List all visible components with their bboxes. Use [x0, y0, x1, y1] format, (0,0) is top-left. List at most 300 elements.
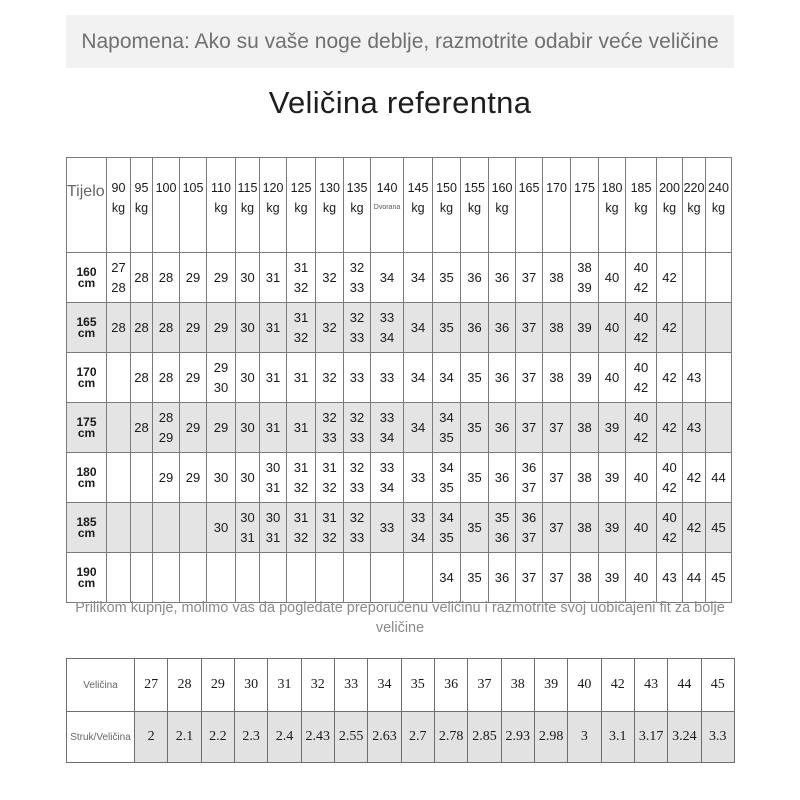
size-value: 40: [662, 459, 677, 475]
size-cell: [316, 503, 344, 553]
waist-value-cell: 2.93: [501, 712, 534, 763]
size-value: 35: [467, 569, 482, 585]
waist-value-cell: 3.24: [668, 712, 701, 763]
size-cell: [433, 453, 461, 503]
size-cell: [316, 403, 344, 453]
size-value: 33: [322, 429, 337, 445]
size-cell: [489, 553, 516, 603]
size-cell: [543, 503, 571, 553]
size-value: 39: [604, 469, 620, 485]
height-row-175: [67, 403, 732, 453]
size-cell: [371, 253, 404, 303]
size-value: 44: [711, 469, 726, 485]
size-cell: [180, 553, 207, 603]
height-value: 165: [76, 314, 97, 329]
size-cell: [599, 303, 626, 353]
size-value: 35: [494, 509, 510, 525]
weight-unit: kg: [240, 201, 255, 215]
size-value: 28: [134, 369, 149, 385]
size-cell: [180, 253, 207, 303]
size-value: 36: [521, 509, 537, 525]
size-cell: [316, 453, 344, 503]
size-value: 33: [410, 509, 426, 525]
height-unit: cm: [77, 575, 96, 590]
size-value: 42: [633, 429, 649, 445]
size-value: 36: [494, 269, 510, 285]
height-label: [67, 553, 107, 603]
waist-value-cell: 2.78: [434, 712, 467, 763]
size-cell: [180, 503, 207, 553]
size-cell: [107, 553, 131, 603]
height-row-190: [67, 553, 732, 603]
size-value: 33: [349, 369, 365, 385]
fit-tip-text: Prilikom kupnje, molimo vas da pogledate preporučenu veličinu i razmotrite svoj uobičajeni fit za bolje veličine: [75, 600, 725, 636]
size-value: 35: [467, 469, 482, 485]
height-value: 185: [76, 514, 97, 529]
size-value: 35: [439, 529, 454, 545]
size-cell: [489, 253, 516, 303]
size-value: 28: [158, 409, 174, 425]
height-unit: cm: [77, 325, 96, 340]
size-value: 32: [349, 409, 365, 425]
weight-header-220: [683, 158, 706, 253]
size-value: 36: [521, 459, 537, 475]
size-value: 32: [293, 329, 309, 345]
size-value: 31: [265, 419, 281, 435]
size-number-cell: 29: [201, 659, 234, 712]
size-cell: [461, 253, 489, 303]
waist-value-cell: 2.4: [268, 712, 301, 763]
weight-value: 155: [464, 181, 485, 195]
size-cell: [316, 253, 344, 303]
height-unit: cm: [77, 375, 96, 390]
size-value: 36: [494, 419, 510, 435]
weight-unit: kg: [662, 201, 677, 215]
size-value: 36: [494, 319, 510, 335]
size-cell: [683, 453, 706, 503]
size-value: 30: [213, 379, 229, 395]
size-cell: [207, 453, 236, 503]
size-number-cell: 35: [401, 659, 434, 712]
size-value: 29: [185, 369, 201, 385]
size-value: 40: [633, 309, 649, 325]
size-cell: [626, 403, 657, 453]
size-value: 40: [633, 409, 649, 425]
size-value: 29: [185, 319, 201, 335]
size-cell: [543, 453, 571, 503]
weight-header-175: [571, 158, 599, 253]
size-cell: [371, 453, 404, 503]
size-cell: [236, 453, 260, 503]
height-value: 160: [76, 264, 97, 279]
size-cell: [207, 503, 236, 553]
weight-value: 220: [683, 181, 705, 195]
size-cell: [571, 303, 599, 353]
size-value: 42: [633, 379, 649, 395]
size-cell: [657, 403, 683, 453]
size-cell: [571, 353, 599, 403]
size-value: 40: [604, 369, 620, 385]
weight-header-240: [706, 158, 732, 253]
waist-value-cell: 3: [568, 712, 601, 763]
size-value: 30: [265, 509, 281, 525]
height-row-160: [67, 253, 732, 303]
size-value: 32: [349, 509, 365, 525]
size-value: 39: [577, 369, 592, 385]
size-cell: [344, 303, 371, 353]
height-label: [67, 353, 107, 403]
weight-value: 125: [290, 181, 312, 195]
size-cell: [626, 253, 657, 303]
size-value: 36: [467, 269, 482, 285]
size-cell: [131, 303, 153, 353]
size-value: 37: [549, 419, 564, 435]
weight-value: 160: [491, 181, 513, 195]
weight-value: 95: [134, 181, 149, 195]
size-cell: [131, 553, 153, 603]
size-number-cell: 42: [601, 659, 634, 712]
size-cell: [287, 253, 316, 303]
size-value: 38: [577, 569, 592, 585]
size-cell: [683, 503, 706, 553]
size-value: 33: [349, 529, 365, 545]
size-cell: [107, 253, 131, 303]
size-cell: [107, 453, 131, 503]
size-cell: [153, 453, 180, 503]
size-value: 42: [662, 319, 677, 335]
weight-header-185: [626, 158, 657, 253]
weight-header-180: [599, 158, 626, 253]
size-cell: [404, 553, 433, 603]
size-value: 29: [213, 419, 229, 435]
weight-header-170: [543, 158, 571, 253]
size-value: 42: [633, 329, 649, 345]
size-value: 31: [265, 479, 281, 495]
waist-value-cell: 2.1: [168, 712, 201, 763]
size-cell: [344, 503, 371, 553]
size-cell: [683, 303, 706, 353]
size-cell: [260, 553, 287, 603]
size-row-label: Veličina: [67, 659, 135, 712]
size-value: 30: [240, 469, 255, 485]
size-cell: [599, 403, 626, 453]
size-cell: [683, 353, 706, 403]
size-cell: [599, 553, 626, 603]
weight-unit: kg: [605, 201, 619, 215]
size-row: [67, 659, 735, 712]
size-value: 45: [711, 519, 726, 535]
size-value: 34: [410, 369, 426, 385]
height-row-185: [67, 503, 732, 553]
weight-value: 100: [155, 181, 177, 195]
waist-value-cell: 3.1: [601, 712, 634, 763]
weight-unit: Dvorana: [373, 204, 401, 211]
weight-header-125: [287, 158, 316, 253]
size-value: 33: [349, 479, 365, 495]
size-value: 37: [521, 369, 537, 385]
size-cell: [153, 253, 180, 303]
size-cell: [516, 553, 543, 603]
size-value: 34: [379, 429, 395, 445]
waist-value-cell: 2.2: [201, 712, 234, 763]
size-value: 30: [213, 519, 229, 535]
size-cell: [287, 553, 316, 603]
size-value: 31: [240, 529, 255, 545]
weight-header-130: [316, 158, 344, 253]
size-value: 36: [494, 369, 510, 385]
height-label: [67, 303, 107, 353]
size-cell: [599, 453, 626, 503]
size-cell: [107, 353, 131, 403]
size-value: 42: [662, 419, 677, 435]
size-value: 33: [379, 459, 395, 475]
weight-unit: kg: [687, 201, 701, 215]
size-cell: [153, 553, 180, 603]
weight-unit: kg: [467, 201, 482, 215]
size-cell: [543, 553, 571, 603]
waist-value-cell: 2.3: [234, 712, 267, 763]
size-cell: [433, 553, 461, 603]
size-cell: [260, 303, 287, 353]
size-value: 29: [185, 469, 201, 485]
size-cell: [107, 303, 131, 353]
size-cell: [626, 453, 657, 503]
size-number-cell: 45: [701, 659, 734, 712]
size-number-cell: 33: [334, 659, 367, 712]
size-cell: [404, 453, 433, 503]
size-number-cell: 28: [168, 659, 201, 712]
size-value: 30: [240, 369, 255, 385]
weight-unit: kg: [439, 201, 454, 215]
size-value: 43: [686, 369, 702, 385]
waist-size-table: [66, 658, 735, 763]
size-value: 40: [604, 269, 620, 285]
size-value: 35: [439, 269, 454, 285]
size-cell: [516, 353, 543, 403]
size-value: 38: [577, 259, 592, 275]
size-cell: [260, 453, 287, 503]
size-cell: [207, 353, 236, 403]
size-value: 36: [494, 569, 510, 585]
size-cell: [131, 353, 153, 403]
weight-header-100: [153, 158, 180, 253]
size-number-cell: 44: [668, 659, 701, 712]
size-cell: [236, 553, 260, 603]
size-cell: [180, 453, 207, 503]
size-value: 37: [549, 519, 564, 535]
size-cell: [344, 253, 371, 303]
size-cell: [131, 503, 153, 553]
size-cell: [657, 303, 683, 353]
size-value: 31: [265, 369, 281, 385]
weight-header-140: [371, 158, 404, 253]
size-value: 42: [686, 519, 702, 535]
size-value: 37: [549, 469, 564, 485]
size-value: 32: [293, 479, 309, 495]
height-value: 180: [76, 464, 97, 479]
size-cell: [683, 553, 706, 603]
size-cell: [571, 503, 599, 553]
height-value: 170: [76, 364, 97, 379]
size-value: 32: [349, 309, 365, 325]
size-cell: [599, 353, 626, 403]
size-cell: [371, 553, 404, 603]
size-value: 39: [604, 419, 620, 435]
size-cell: [461, 503, 489, 553]
size-value: 29: [213, 269, 229, 285]
size-value: 40: [633, 519, 649, 535]
size-cell: [516, 303, 543, 353]
size-cell: [461, 353, 489, 403]
size-cell: [344, 353, 371, 403]
height-label: [67, 453, 107, 503]
size-value: 42: [686, 469, 702, 485]
size-value: 31: [322, 509, 337, 525]
size-value: 34: [439, 569, 454, 585]
size-cell: [516, 253, 543, 303]
size-value: 31: [265, 269, 281, 285]
size-cell: [706, 353, 732, 403]
size-value: 33: [379, 369, 395, 385]
size-value: 37: [521, 319, 537, 335]
weight-header-row: [67, 158, 732, 253]
weight-value: 170: [546, 181, 567, 195]
size-value: 34: [439, 509, 454, 525]
size-value: 42: [662, 529, 677, 545]
size-value: 29: [185, 419, 201, 435]
weight-value: 200: [659, 181, 680, 195]
size-cell: [571, 453, 599, 503]
size-value: 32: [322, 529, 337, 545]
weight-unit: kg: [294, 201, 308, 215]
size-value: 38: [577, 469, 592, 485]
size-cell: [489, 303, 516, 353]
size-value: 39: [577, 279, 592, 295]
size-value: 32: [322, 409, 337, 425]
size-cell: [287, 503, 316, 553]
size-cell: [236, 253, 260, 303]
size-cell: [543, 303, 571, 353]
size-value: 40: [633, 569, 649, 585]
size-value: 30: [265, 459, 281, 475]
size-value: 29: [185, 269, 201, 285]
size-value: 33: [349, 279, 365, 295]
size-cell: [657, 253, 683, 303]
size-cell: [433, 253, 461, 303]
size-value: 29: [213, 359, 229, 375]
size-value: 33: [410, 469, 426, 485]
size-value: 35: [467, 419, 482, 435]
size-cell: [316, 553, 344, 603]
size-cell: [543, 253, 571, 303]
weight-value: 240: [708, 181, 729, 195]
size-cell: [287, 453, 316, 503]
size-cell: [571, 403, 599, 453]
size-value: 31: [293, 259, 309, 275]
size-cell: [107, 503, 131, 553]
size-value: 27: [111, 259, 126, 275]
size-cell: [153, 403, 180, 453]
size-value: 31: [265, 319, 281, 335]
size-value: 30: [213, 469, 229, 485]
size-value: 38: [577, 419, 592, 435]
size-value: 32: [293, 279, 309, 295]
size-cell: [683, 403, 706, 453]
size-value: 32: [322, 269, 337, 285]
waist-value-cell: 2.55: [334, 712, 367, 763]
weight-value: 185: [630, 181, 652, 195]
weight-value: 180: [601, 181, 623, 195]
size-value: 33: [379, 309, 395, 325]
size-value: 30: [240, 509, 255, 525]
size-cell: [180, 403, 207, 453]
waist-value-cell: 2: [135, 712, 168, 763]
size-cell: [571, 253, 599, 303]
size-cell: [316, 353, 344, 403]
size-cell: [260, 253, 287, 303]
size-cell: [180, 353, 207, 403]
height-value: 175: [76, 414, 97, 429]
weight-value: 135: [346, 181, 368, 195]
size-value: 39: [604, 569, 620, 585]
size-value: 33: [379, 519, 395, 535]
size-cell: [131, 253, 153, 303]
size-value: 35: [439, 319, 454, 335]
size-cell: [657, 453, 683, 503]
size-value: 28: [158, 319, 174, 335]
size-value: 44: [686, 569, 702, 585]
weight-value: 145: [407, 181, 429, 195]
size-value: 29: [158, 429, 174, 445]
size-cell: [516, 453, 543, 503]
size-cell: [657, 503, 683, 553]
size-cell: [180, 303, 207, 353]
size-cell: [626, 503, 657, 553]
size-value: 37: [549, 569, 564, 585]
size-value: 42: [633, 279, 649, 295]
weight-value: 115: [237, 181, 258, 195]
size-cell: [626, 303, 657, 353]
size-cell: [404, 253, 433, 303]
size-cell: [433, 503, 461, 553]
size-cell: [657, 553, 683, 603]
size-value: 40: [633, 469, 649, 485]
size-cell: [287, 303, 316, 353]
size-value: 35: [467, 519, 482, 535]
size-number-cell: 38: [501, 659, 534, 712]
size-cell: [543, 403, 571, 453]
height-unit: cm: [77, 475, 96, 490]
weight-unit: kg: [411, 201, 425, 215]
weight-value: 175: [574, 181, 595, 195]
size-value: 28: [111, 319, 126, 335]
size-value: 38: [577, 519, 592, 535]
weight-unit: kg: [266, 201, 280, 215]
size-value: 36: [494, 529, 510, 545]
weight-value: 165: [518, 181, 540, 195]
size-value: 33: [349, 429, 365, 445]
waist-value-cell: 2.98: [534, 712, 567, 763]
size-value: 37: [521, 529, 537, 545]
size-value: 30: [240, 319, 255, 335]
size-cell: [599, 253, 626, 303]
weight-header-200: [657, 158, 683, 253]
size-value: 37: [521, 479, 537, 495]
size-value: 43: [686, 419, 702, 435]
size-number-cell: 36: [434, 659, 467, 712]
size-value: 32: [322, 479, 337, 495]
size-cell: [344, 553, 371, 603]
